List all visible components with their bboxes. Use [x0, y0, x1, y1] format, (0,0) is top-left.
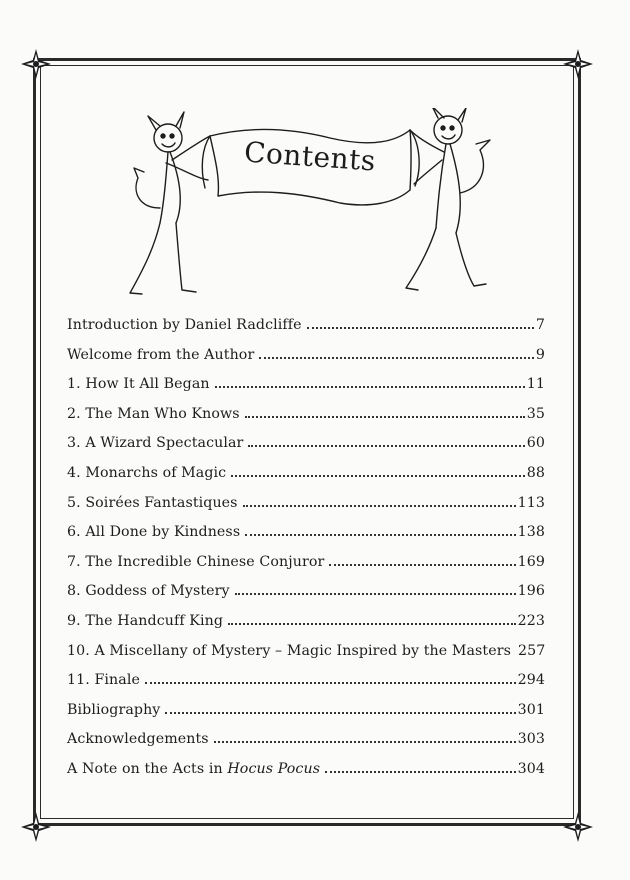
toc-entry-page: 113 [517, 494, 545, 511]
dot-leader [235, 593, 516, 595]
dot-leader [145, 682, 516, 684]
toc-entry-page: 223 [517, 612, 545, 629]
toc-entry[interactable] [67, 495, 545, 525]
toc-entry[interactable] [67, 731, 545, 761]
corner-star-ornament-icon [21, 49, 51, 79]
toc-entry-label: 11. Finale [67, 672, 140, 689]
toc-entry-label: 6. All Done by Kindness [67, 524, 241, 541]
dot-leader [245, 416, 525, 418]
toc-entry-page: 88 [526, 464, 545, 481]
toc-entry-page: 169 [517, 553, 545, 570]
toc-entry-page: 294 [517, 672, 545, 689]
toc-entry-label: 8. Goddess of Mystery [67, 583, 230, 600]
toc-entry[interactable] [67, 524, 545, 554]
toc-entry-label: 4. Monarchs of Magic [67, 464, 227, 481]
toc-entry[interactable] [67, 761, 545, 791]
toc-entry-label: 1. How It All Began [67, 376, 210, 393]
dot-leader [307, 327, 534, 329]
toc-entry-page: 60 [526, 435, 545, 452]
corner-star-ornament-icon [563, 49, 593, 79]
toc-entry-page: 7 [535, 317, 545, 333]
toc-entry[interactable] [67, 643, 545, 673]
toc-entry[interactable] [67, 613, 545, 643]
toc-entry-page: 257 [518, 642, 546, 659]
toc-entry-page: 138 [517, 524, 545, 541]
toc-entry-label: 9. The Handcuff King [67, 612, 224, 629]
toc-entry-label: Introduction by Daniel Radcliffe [67, 317, 302, 333]
toc-entry[interactable] [67, 406, 545, 436]
toc-entry[interactable] [67, 672, 545, 702]
toc-entry-label [67, 761, 320, 777]
toc-entry[interactable] [67, 583, 545, 613]
toc-entry-page: 303 [517, 731, 545, 748]
toc-entry[interactable] [67, 347, 545, 377]
dot-leader [259, 357, 534, 359]
toc-entry-label: 3. A Wizard Spectacular [67, 435, 244, 452]
dot-leader [231, 475, 525, 477]
page-title: Contents [243, 135, 377, 178]
dot-leader [245, 534, 515, 536]
toc-entry-page: 301 [517, 701, 545, 718]
dot-leader [215, 386, 525, 388]
toc-entry[interactable] [67, 702, 545, 732]
toc-entry-page: 9 [535, 346, 545, 363]
corner-star-ornament-icon [21, 812, 51, 842]
toc-entry-label: 10. A Miscellany of Mystery – Magic Inspired by the Masters [67, 642, 511, 659]
toc-entry-label-text: A Note on the Acts in [67, 760, 228, 777]
dot-leader [165, 712, 515, 714]
dot-leader [325, 771, 516, 773]
toc-entry-label: Bibliography [67, 701, 161, 718]
toc-entry-label: 2. The Man Who Knows [67, 405, 240, 422]
toc-entry-page: 11 [526, 376, 545, 393]
imps-holding-banner-illustration [110, 108, 510, 308]
toc-entry-label: 7. The Incredible Chinese Conjuror [67, 553, 325, 570]
toc-entry[interactable] [67, 554, 545, 584]
toc-entry-label: Acknowledgements [67, 731, 209, 748]
toc-entry[interactable] [67, 465, 545, 495]
toc-entry-page: 304 [517, 760, 545, 777]
toc-entry-page: 196 [517, 583, 545, 600]
dot-leader [228, 623, 516, 625]
toc-entry-label-italic: Hocus Pocus [227, 760, 321, 777]
toc-entry-page: 35 [526, 405, 545, 422]
toc-entry[interactable] [67, 435, 545, 465]
dot-leader [214, 741, 516, 743]
dot-leader [329, 564, 515, 566]
dot-leader [248, 445, 524, 447]
toc-entry-label: Welcome from the Author [67, 346, 255, 363]
toc-entry[interactable] [67, 376, 545, 406]
toc-entry[interactable] [67, 317, 545, 347]
dot-leader [243, 505, 516, 507]
corner-star-ornament-icon [563, 812, 593, 842]
toc-entry-label: 5. Soirées Fantastiques [67, 494, 238, 511]
table-of-contents [67, 317, 545, 791]
